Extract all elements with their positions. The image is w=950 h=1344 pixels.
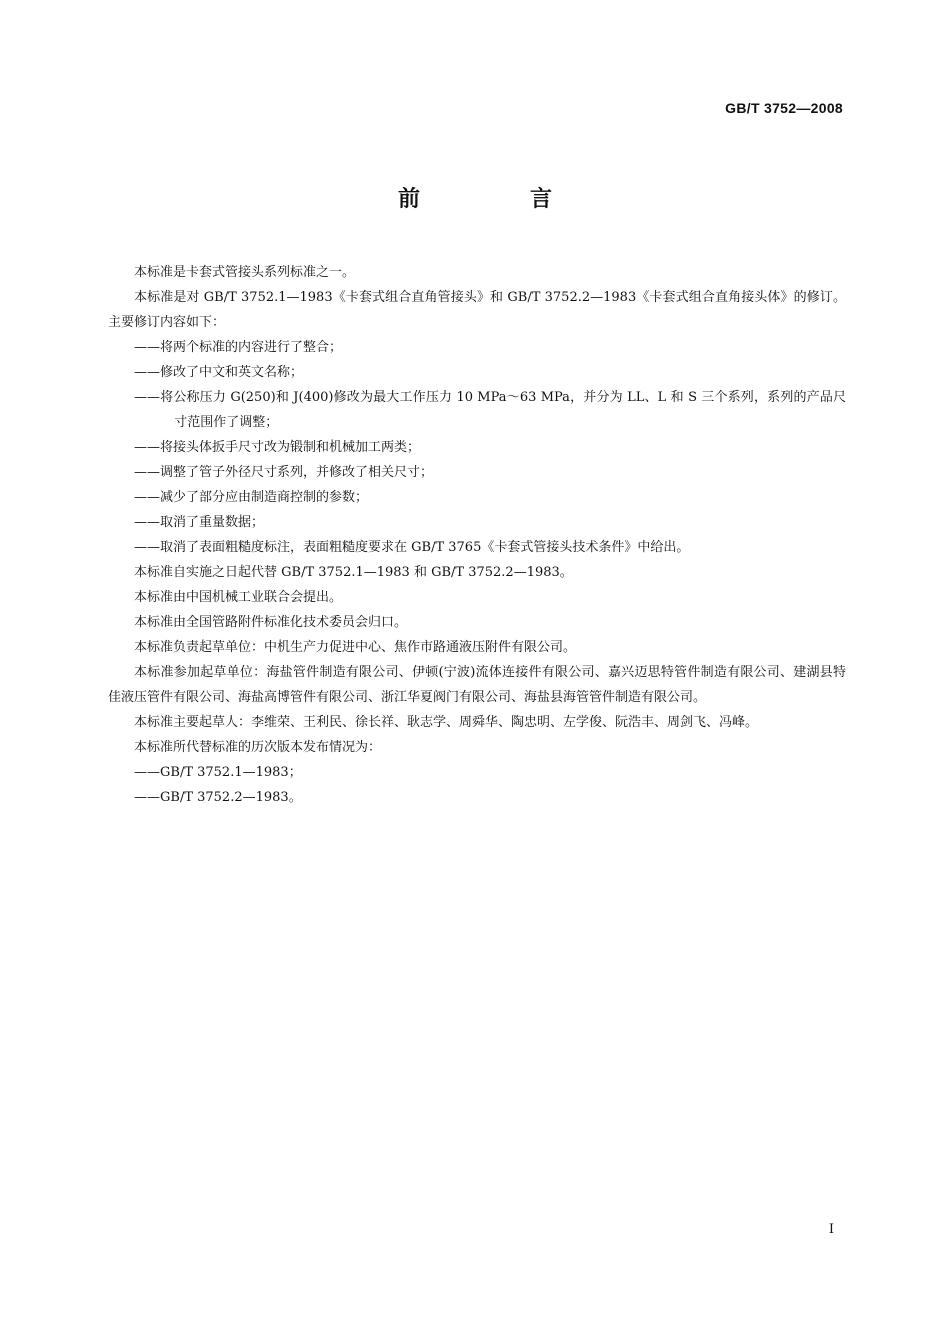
page-number: I [828, 1222, 834, 1237]
paragraph: 本标准负责起草单位：中机生产力促进中心、焦作市路通液压附件有限公司。 [134, 640, 577, 655]
list-item: ——GB/T 3752.1—1983； [134, 765, 302, 780]
paragraph: 本标准由全国管路附件标准化技术委员会归口。 [134, 615, 408, 630]
list-item: ——减少了部分应由制造商控制的参数； [134, 490, 369, 505]
list-item: ——调整了管子外径尺寸系列，并修改了相关尺寸； [134, 465, 434, 480]
list-item: ——将两个标准的内容进行了整合； [134, 340, 343, 355]
list-item: ——将接头体扳手尺寸改为锻制和机械加工两类； [134, 440, 421, 455]
list-item: ——修改了中文和英文名称； [134, 365, 304, 380]
paragraph: 本标准自实施之日起代替 GB/T 3752.1—1983 和 GB/T 3752.2—1983。 [134, 565, 573, 580]
paragraph: 本标准主要起草人：李维荣、王利民、徐长祥、耿志学、周舜华、陶忠明、左学俊、阮浩丰、周剑飞、冯峰。 [134, 715, 759, 730]
list-item: ——取消了重量数据； [134, 515, 265, 530]
paragraph: 本标准是卡套式管接头系列标准之一。 [134, 265, 356, 280]
paragraph: 本标准是对 GB/T 3752.1—1983《卡套式组合直角管接头》和 GB/T 3752.2—1983《卡套式组合直角接头体》的修订。主要修订内容如下： [108, 290, 846, 330]
list-item: ——取消了表面粗糙度标注，表面粗糙度要求在 GB/T 3765《卡套式管接头技术条件》中给出。 [134, 540, 690, 555]
document-body [108, 260, 846, 810]
list-item: ——GB/T 3752.2—1983。 [134, 790, 302, 805]
list-item: ——将公称压力 G(250)和 J(400)修改为最大工作压力 10 MPa～63 MPa，并分为 LL、L 和 S 三个系列，系列的产品尺寸范围作了调整； [134, 390, 846, 430]
page-title: 前 言 [397, 187, 596, 212]
paragraph: 本标准所代替标准的历次版本发布情况为： [134, 740, 382, 755]
paragraph: 本标准由中国机械工业联合会提出。 [134, 590, 343, 605]
document-code: GB/T 3752—2008 [725, 100, 843, 116]
paragraph: 本标准参加起草单位：海盐管件制造有限公司、伊顿(宁波)流体连接件有限公司、嘉兴迈思特管件制造有限公司、建湖县特佳液压管件有限公司、海盐高博管件有限公司、浙江华夏阀门有限公司、海盐县海管管件制造有限公司。 [108, 665, 846, 705]
